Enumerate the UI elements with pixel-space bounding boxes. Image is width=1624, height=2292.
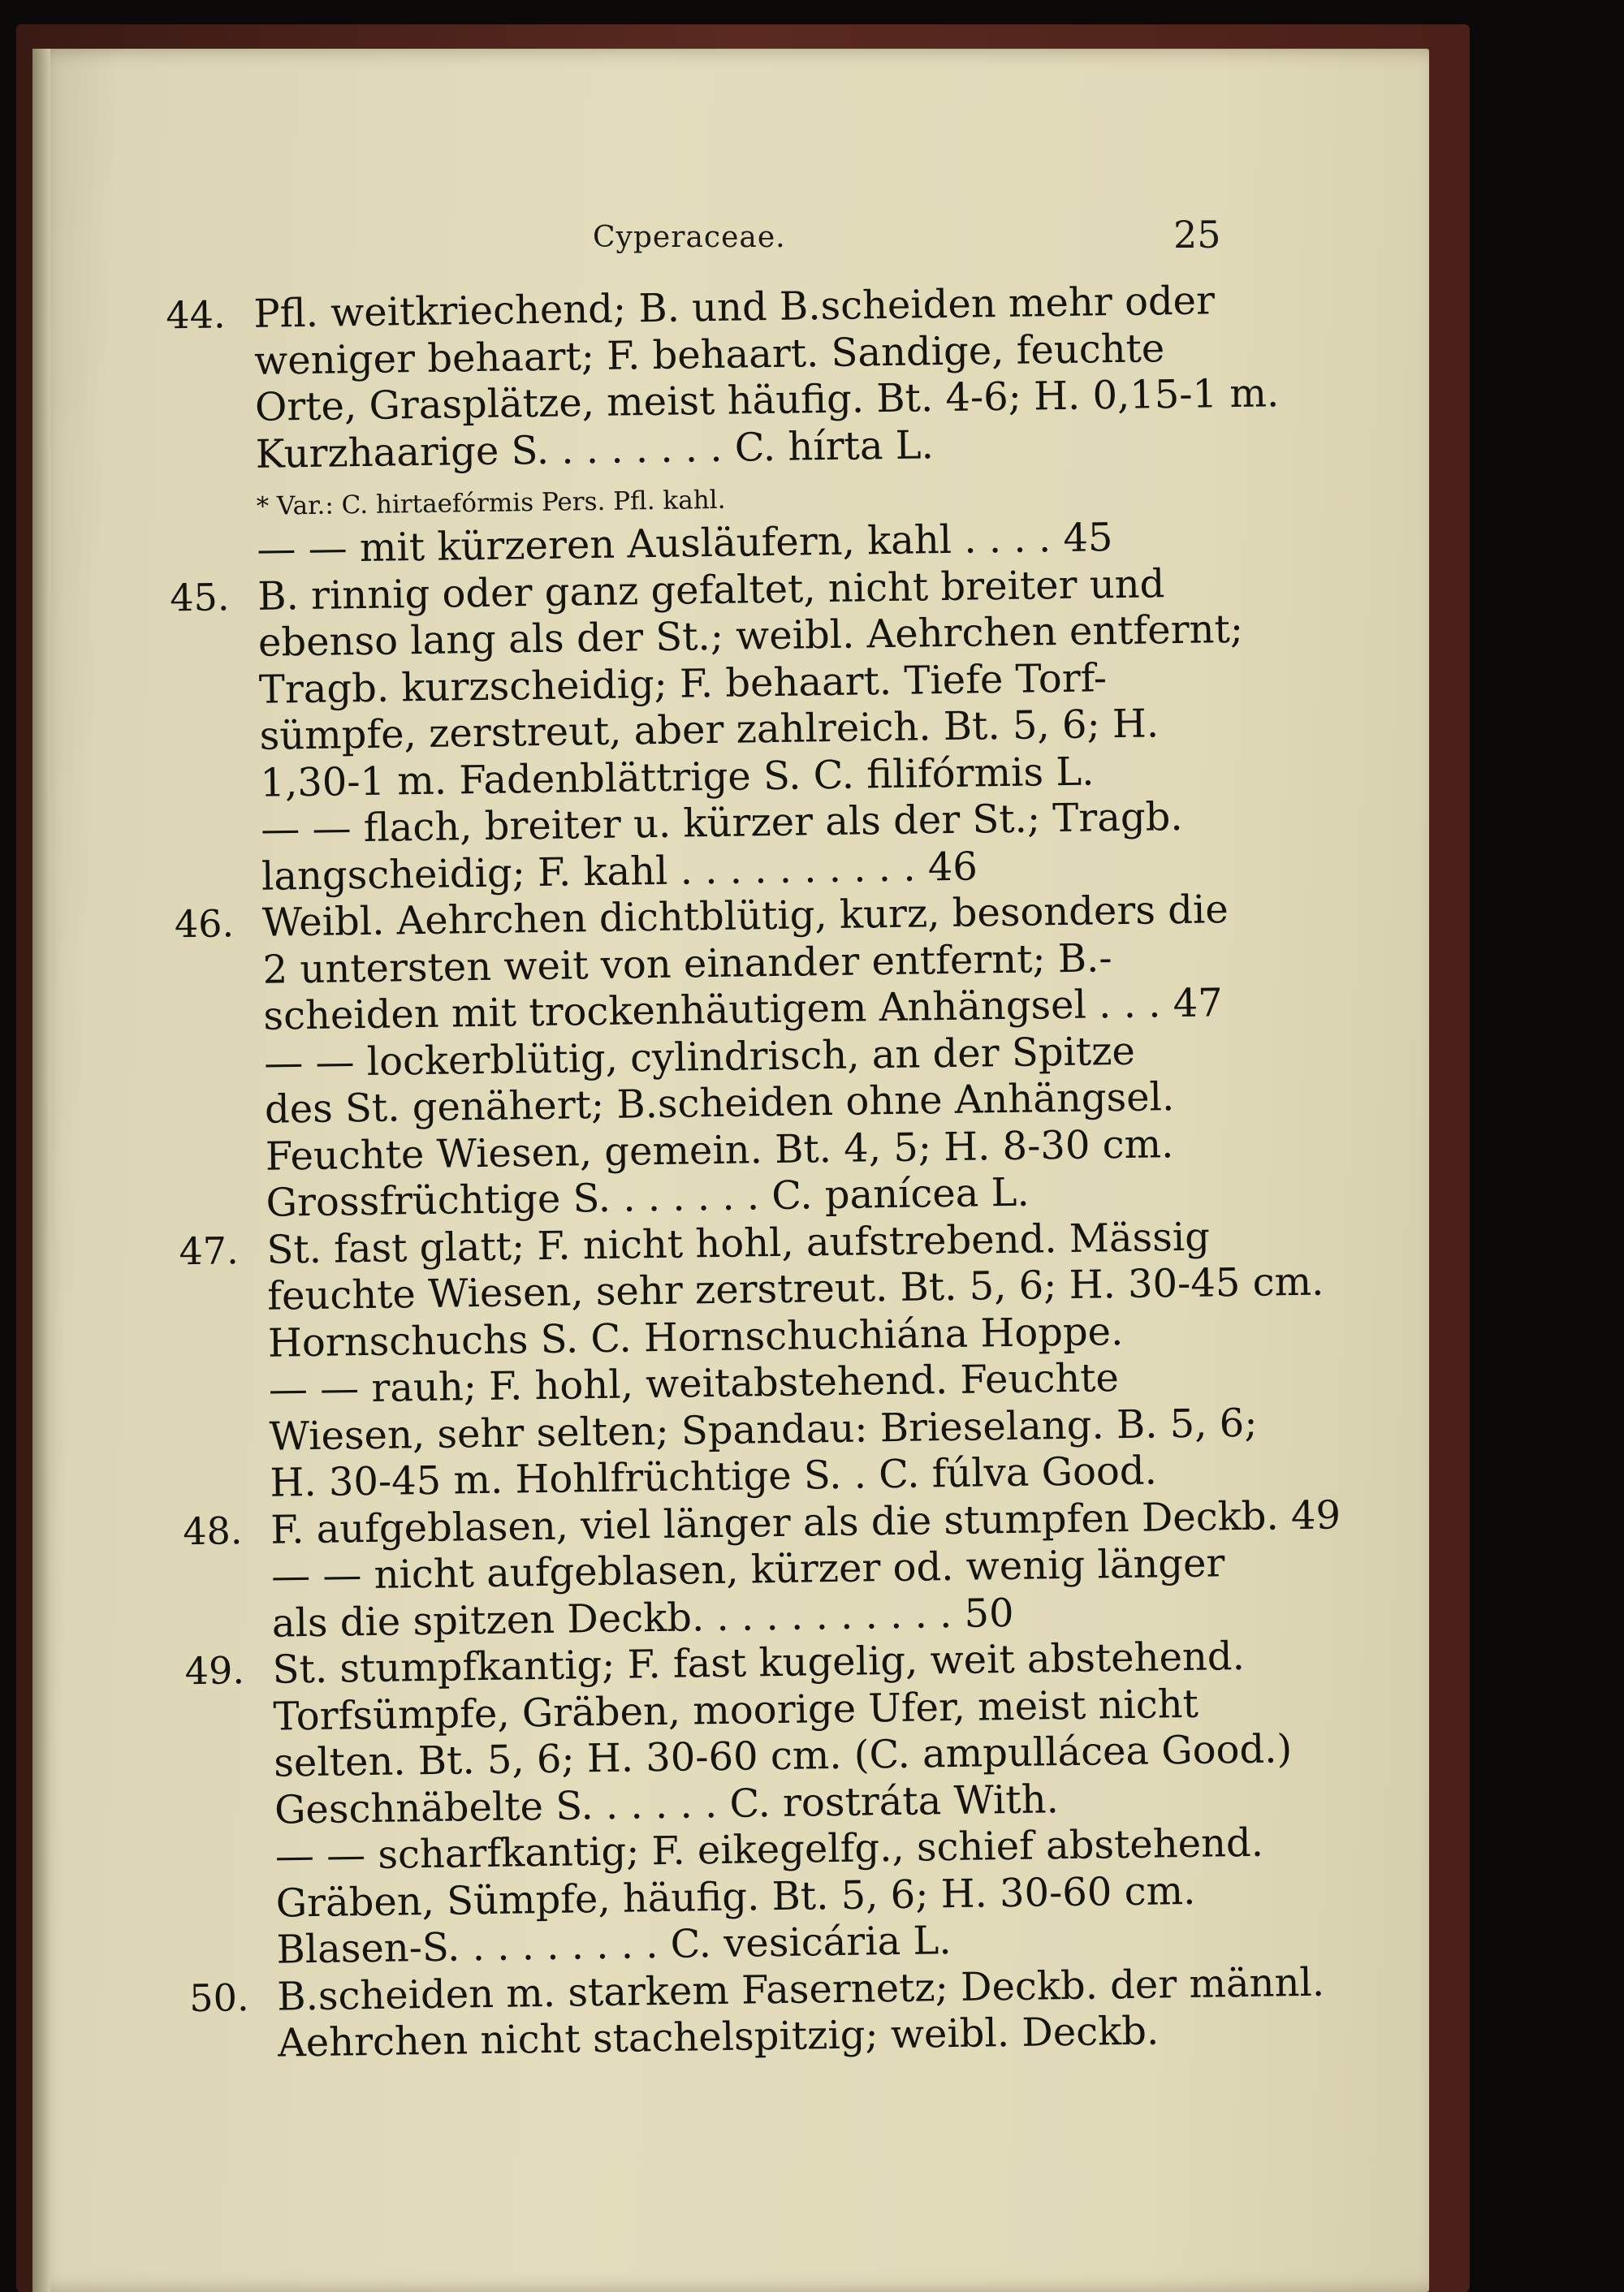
page-gutter (32, 49, 50, 2292)
line-text: — — nicht aufgeblasen, kürzer od. wenig länger (270, 1540, 1225, 1599)
line-text: Grossfrüchtige S. . . . . . . C. panícea L. (266, 1169, 1030, 1226)
line-text: B.scheiden m. starkem Fasernetz; Deckb. der männl. (276, 1959, 1325, 2020)
line-text: ebenso lang als der St.; weibl. Aehrchen entfernt; (257, 606, 1244, 666)
line-text: Feuchte Wiesen, gemein. Bt. 4, 5; H. 8-30 cm. (265, 1120, 1174, 1180)
line-text: Gräben, Sümpfe, häufig. Bt. 5, 6; H. 30-60 cm. (275, 1867, 1196, 1927)
page-header (0, 213, 1624, 261)
line-text: 2 untersten weit von einander entfernt; B.- (262, 934, 1112, 993)
line-text: * Var.: C. hirtaefórmis Pers. Pfl. kahl. (256, 485, 726, 521)
line-text: — — scharfkantig; F. eikegelfg., schief abstehend. (274, 1819, 1264, 1880)
line-text: Wiesen, sehr selten; Spandau: Brieselang. B. 5, 6; (269, 1400, 1258, 1460)
line-text: Weibl. Aehrchen dichtblütig, kurz, besonders die (261, 887, 1229, 946)
line-text: sümpfe, zerstreut, aber zahlreich. Bt. 5, 6; H. (259, 701, 1160, 759)
line-text: St. stumpfkantig; F. fast kugelig, weit abstehend. (272, 1633, 1246, 1693)
line-text: — — lockerblütig, cylindrisch, an der Spitze (263, 1028, 1136, 1086)
line-text: F. aufgeblasen, viel länger als die stumpfen Deckb. 49 (270, 1491, 1341, 1553)
line-text: H. 30-45 m. Hohlfrüchtige S. . C. fúlva Good. (270, 1448, 1158, 1506)
line-text: Aehrchen nicht stachelspitzig; weibl. Deckb. (277, 2008, 1160, 2066)
line-text: St. fast glatt; F. nicht hohl, aufstrebend. Mässig (266, 1214, 1211, 1273)
line-text: B. rinnig oder ganz gefaltet, nicht breiter und (257, 560, 1165, 619)
line-text: Blasen-S. . . . . . . . . C. vesicária L. (276, 1918, 952, 1973)
couplet-number: 47. (179, 1228, 240, 1273)
line-text: Geschnäbelte S. . . . . . C. rostráta With. (274, 1776, 1060, 1833)
line-text: als die spitzen Deckb. . . . . . . . . . . 50 (271, 1590, 1015, 1647)
line-text: — — flach, breiter u. kürzer als der St.; Tragb. (260, 793, 1183, 852)
line-text: scheiden mit trockenhäutigem Anhängsel . . . 47 (263, 980, 1224, 1039)
line-text: langscheidig; F. kahl . . . . . . . . . . 46 (261, 843, 978, 900)
line-text: Torfsümpfe, Gräben, moorige Ufer, meist nicht (273, 1681, 1199, 1740)
page-number: 25 (1173, 213, 1221, 257)
couplet-number: 50. (188, 1975, 249, 2020)
line-text: — — mit kürzeren Ausläufern, kahl . . . . 45 (257, 515, 1113, 572)
line-text: des St. genähert; B.scheiden ohne Anhängsel. (264, 1074, 1175, 1133)
line-text: Pfl. weitkriechend; B. und B.scheiden mehr oder (253, 278, 1216, 337)
couplet-number: 45. (169, 574, 230, 619)
line-text: weniger behaart; F. behaart. Sandige, feuchte (253, 325, 1165, 384)
line-text: Orte, Grasplätze, meist häufig. Bt. 4-6; H. 0,15-1 m. (254, 370, 1280, 430)
couplet-number: 46. (174, 901, 235, 947)
line-text: Tragb. kurzscheidig; F. behaart. Tiefe Torf- (258, 654, 1108, 713)
line-text: 1,30-1 m. Fadenblättrige S. C. filifórmis L. (260, 748, 1095, 806)
line-text: Hornschuchs S. C. Hornschuchiána Hoppe. (267, 1308, 1124, 1366)
line-text: Kurzhaarige S. . . . . . . . C. hírta L. (255, 421, 935, 477)
line-text: — — rauh; F. hohl, weitabstehend. Feuchte (268, 1355, 1120, 1413)
line-text: feuchte Wiesen, sehr zerstreut. Bt. 5, 6; H. 30-45 cm. (266, 1258, 1324, 1319)
couplet-number: 44. (166, 292, 226, 338)
couplet-number: 49. (184, 1648, 245, 1694)
key-text-body (166, 277, 1341, 2068)
running-title: Cyperaceae. (593, 221, 786, 254)
couplet-number: 48. (182, 1508, 243, 1553)
line-text: selten. Bt. 5, 6; H. 30-60 cm. (C. ampullácea Good.) (273, 1726, 1293, 1786)
